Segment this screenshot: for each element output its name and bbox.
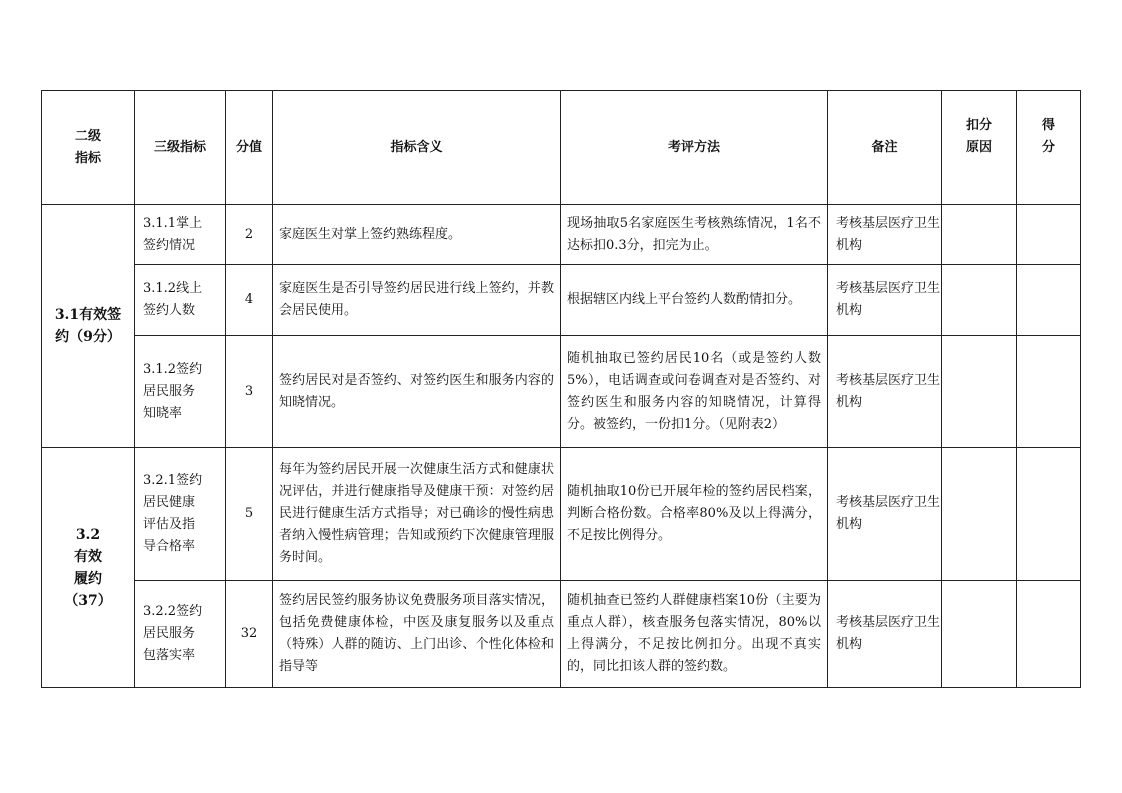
level3-cell: 3.1.2线上 签约人数 xyxy=(135,265,226,336)
level3-cell: 3.2.2签约 居民服务 包落实率 xyxy=(135,581,226,688)
deduct-reason-cell[interactable] xyxy=(942,265,1017,336)
deduct-reason-cell[interactable] xyxy=(942,336,1017,448)
meaning-cell: 家庭医生对掌上签约熟练程度。 xyxy=(273,205,561,265)
deduct-reason-cell[interactable] xyxy=(942,205,1017,265)
meaning-cell: 签约居民对是否签约、对签约医生和服务内容的知晓情况。 xyxy=(273,336,561,448)
score-cell: 3 xyxy=(226,336,273,448)
table-row xyxy=(42,265,1081,336)
points-cell[interactable] xyxy=(1017,265,1081,336)
points-cell[interactable] xyxy=(1017,581,1081,688)
header-meaning: 指标含义 xyxy=(273,91,561,205)
points-cell[interactable] xyxy=(1017,205,1081,265)
assessment-table xyxy=(41,90,1081,688)
level3-cell: 3.1.1掌上 签约情况 xyxy=(135,205,226,265)
method-cell: 根据辖区内线上平台签约人数酌情扣分。 xyxy=(561,265,828,336)
table-row xyxy=(42,448,1081,581)
meaning-cell: 家庭医生是否引导签约居民进行线上签约，并教会居民使用。 xyxy=(273,265,561,336)
score-cell: 2 xyxy=(226,205,273,265)
group-label: 3.2 有效 履约 （37） xyxy=(42,448,135,688)
level3-cell: 3.1.2签约 居民服务 知晓率 xyxy=(135,336,226,448)
header-level3: 三级指标 xyxy=(135,91,226,205)
method-cell: 随机抽查已签约人群健康档案10份（主要为重点人群），核查服务包落实情况，80%以上得满分，不足按比例扣分。出现不真实的，同比扣该人群的签约数。 xyxy=(561,581,828,688)
level3-cell: 3.2.1签约 居民健康 评估及指 导合格率 xyxy=(135,448,226,581)
header-deduct-reason: 扣分 原因 xyxy=(942,91,1017,205)
header-note: 备注 xyxy=(828,91,942,205)
score-cell: 5 xyxy=(226,448,273,581)
note-cell: 考核基层医疗卫生机构 xyxy=(828,448,942,581)
meaning-cell: 每年为签约居民开展一次健康生活方式和健康状况评估，并进行健康指导及健康干预：对签约居民进行健康生活方式指导；对已确诊的慢性病患者纳入慢性病管理；告知或预约下次健康管理服务时间。 xyxy=(273,448,561,581)
score-cell: 32 xyxy=(226,581,273,688)
method-cell: 随机抽取已签约居民10名（或是签约人数5%），电话调查或问卷调查对是否签约、对签约医生和服务内容的知晓情况，计算得分。被签约，一份扣1分。（见附表2） xyxy=(561,336,828,448)
note-cell: 考核基层医疗卫生机构 xyxy=(828,205,942,265)
points-cell[interactable] xyxy=(1017,336,1081,448)
deduct-reason-cell[interactable] xyxy=(942,581,1017,688)
score-cell: 4 xyxy=(226,265,273,336)
method-cell: 现场抽取5名家庭医生考核熟练情况，1名不达标扣0.3分，扣完为止。 xyxy=(561,205,828,265)
group-label: 3.1有效签 约（9分） xyxy=(42,205,135,448)
table-row xyxy=(42,205,1081,265)
header-score: 分值 xyxy=(226,91,273,205)
header-points: 得 分 xyxy=(1017,91,1081,205)
points-cell[interactable] xyxy=(1017,448,1081,581)
note-cell: 考核基层医疗卫生机构 xyxy=(828,581,942,688)
meaning-cell: 签约居民签约服务协议免费服务项目落实情况，包括免费健康体检，中医及康复服务以及重点（特殊）人群的随访、上门出诊、个性化体检和指导等 xyxy=(273,581,561,688)
note-cell: 考核基层医疗卫生机构 xyxy=(828,336,942,448)
header-level2: 二级 指标 xyxy=(42,91,135,205)
method-cell: 随机抽取10份已开展年检的签约居民档案，判断合格份数。合格率80%及以上得满分，不足按比例得分。 xyxy=(561,448,828,581)
header-row xyxy=(42,91,1081,205)
table-row xyxy=(42,336,1081,448)
table-row xyxy=(42,581,1081,688)
header-method: 考评方法 xyxy=(561,91,828,205)
note-cell: 考核基层医疗卫生机构 xyxy=(828,265,942,336)
deduct-reason-cell[interactable] xyxy=(942,448,1017,581)
